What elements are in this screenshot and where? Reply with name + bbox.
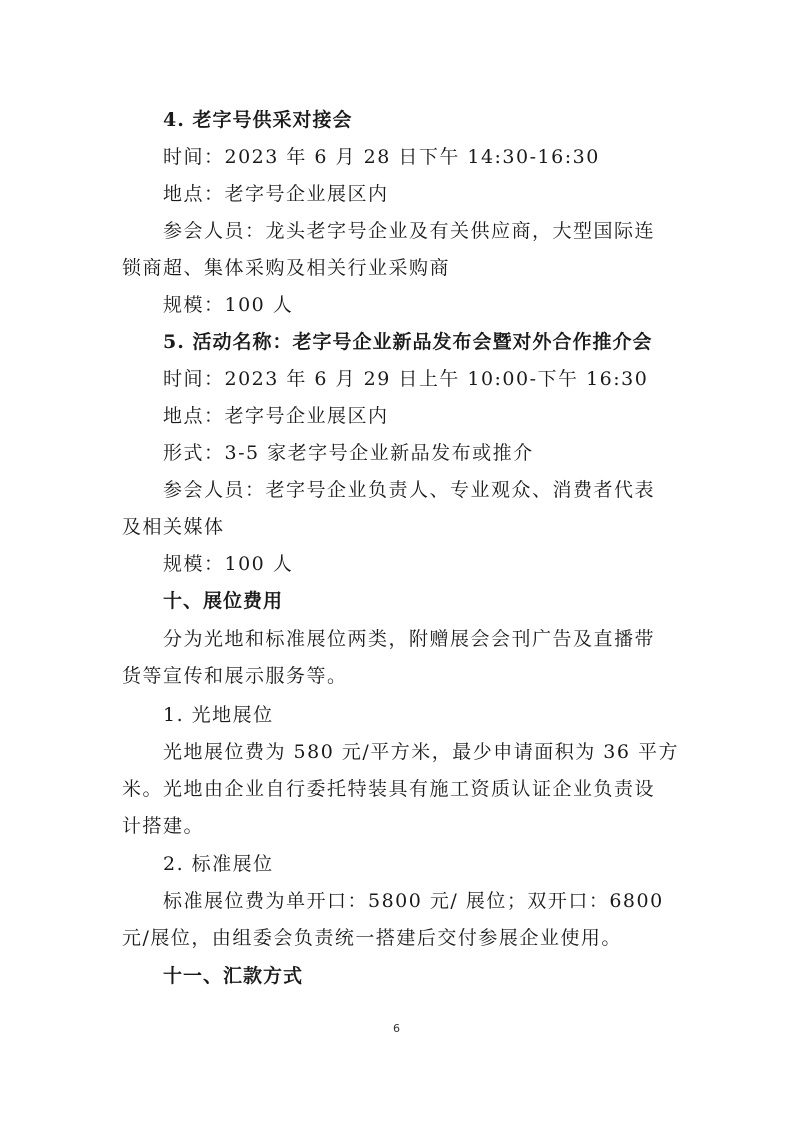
- section10-sub1-title: 1. 光地展位: [163, 704, 274, 726]
- section4-heading: 4. 老字号供采对接会: [163, 109, 353, 131]
- page-number: 6: [393, 1022, 400, 1035]
- section5-heading: 5. 活动名称：老字号企业新品发布会暨对外合作推介会: [163, 331, 653, 353]
- section11-heading: 十一、汇款方式: [163, 965, 304, 987]
- section10-sub2-line2: 元/展位，由组委会负责统一搭建后交付参展企业使用。: [122, 927, 622, 949]
- section10-sub2-title: 2. 标准展位: [163, 853, 274, 875]
- section5-time: 时间：2023 年 6 月 29 日上午 10:00-下午 16:30: [163, 368, 649, 390]
- section4-location: 地点：老字号企业展区内: [163, 183, 389, 205]
- section4-scale: 规模：100 人: [163, 294, 294, 316]
- section5-participants-line2: 及相关媒体: [122, 516, 225, 538]
- section5-participants-line1: 参会人员：老字号企业负责人、专业观众、消费者代表: [163, 479, 656, 501]
- section10-sub1-line2: 米。光地由企业自行委托特装具有施工资质认证企业负责设: [122, 778, 656, 800]
- section10-heading: 十、展位费用: [163, 590, 284, 612]
- section5-scale: 规模：100 人: [163, 553, 294, 575]
- section4-participants-line1: 参会人员：龙头老字号企业及有关供应商，大型国际连: [163, 220, 656, 242]
- section10-sub1-line1: 光地展位费为 580 元/平方米，最少申请面积为 36 平方: [163, 741, 680, 763]
- section5-location: 地点：老字号企业展区内: [163, 405, 389, 427]
- section4-time: 时间：2023 年 6 月 28 日下午 14:30-16:30: [163, 146, 600, 168]
- section10-intro-line1: 分为光地和标准展位两类，附赠展会会刊广告及直播带: [163, 628, 656, 650]
- section10-sub1-line3: 计搭建。: [122, 815, 205, 837]
- section5-format: 形式：3-5 家老字号企业新品发布或推介: [163, 442, 534, 464]
- section4-participants-line2: 锁商超、集体采购及相关行业采购商: [122, 257, 451, 279]
- section10-intro-line2: 货等宣传和展示服务等。: [122, 665, 348, 687]
- section10-sub2-line1: 标准展位费为单开口：5800 元/ 展位；双开口：6800: [163, 890, 664, 912]
